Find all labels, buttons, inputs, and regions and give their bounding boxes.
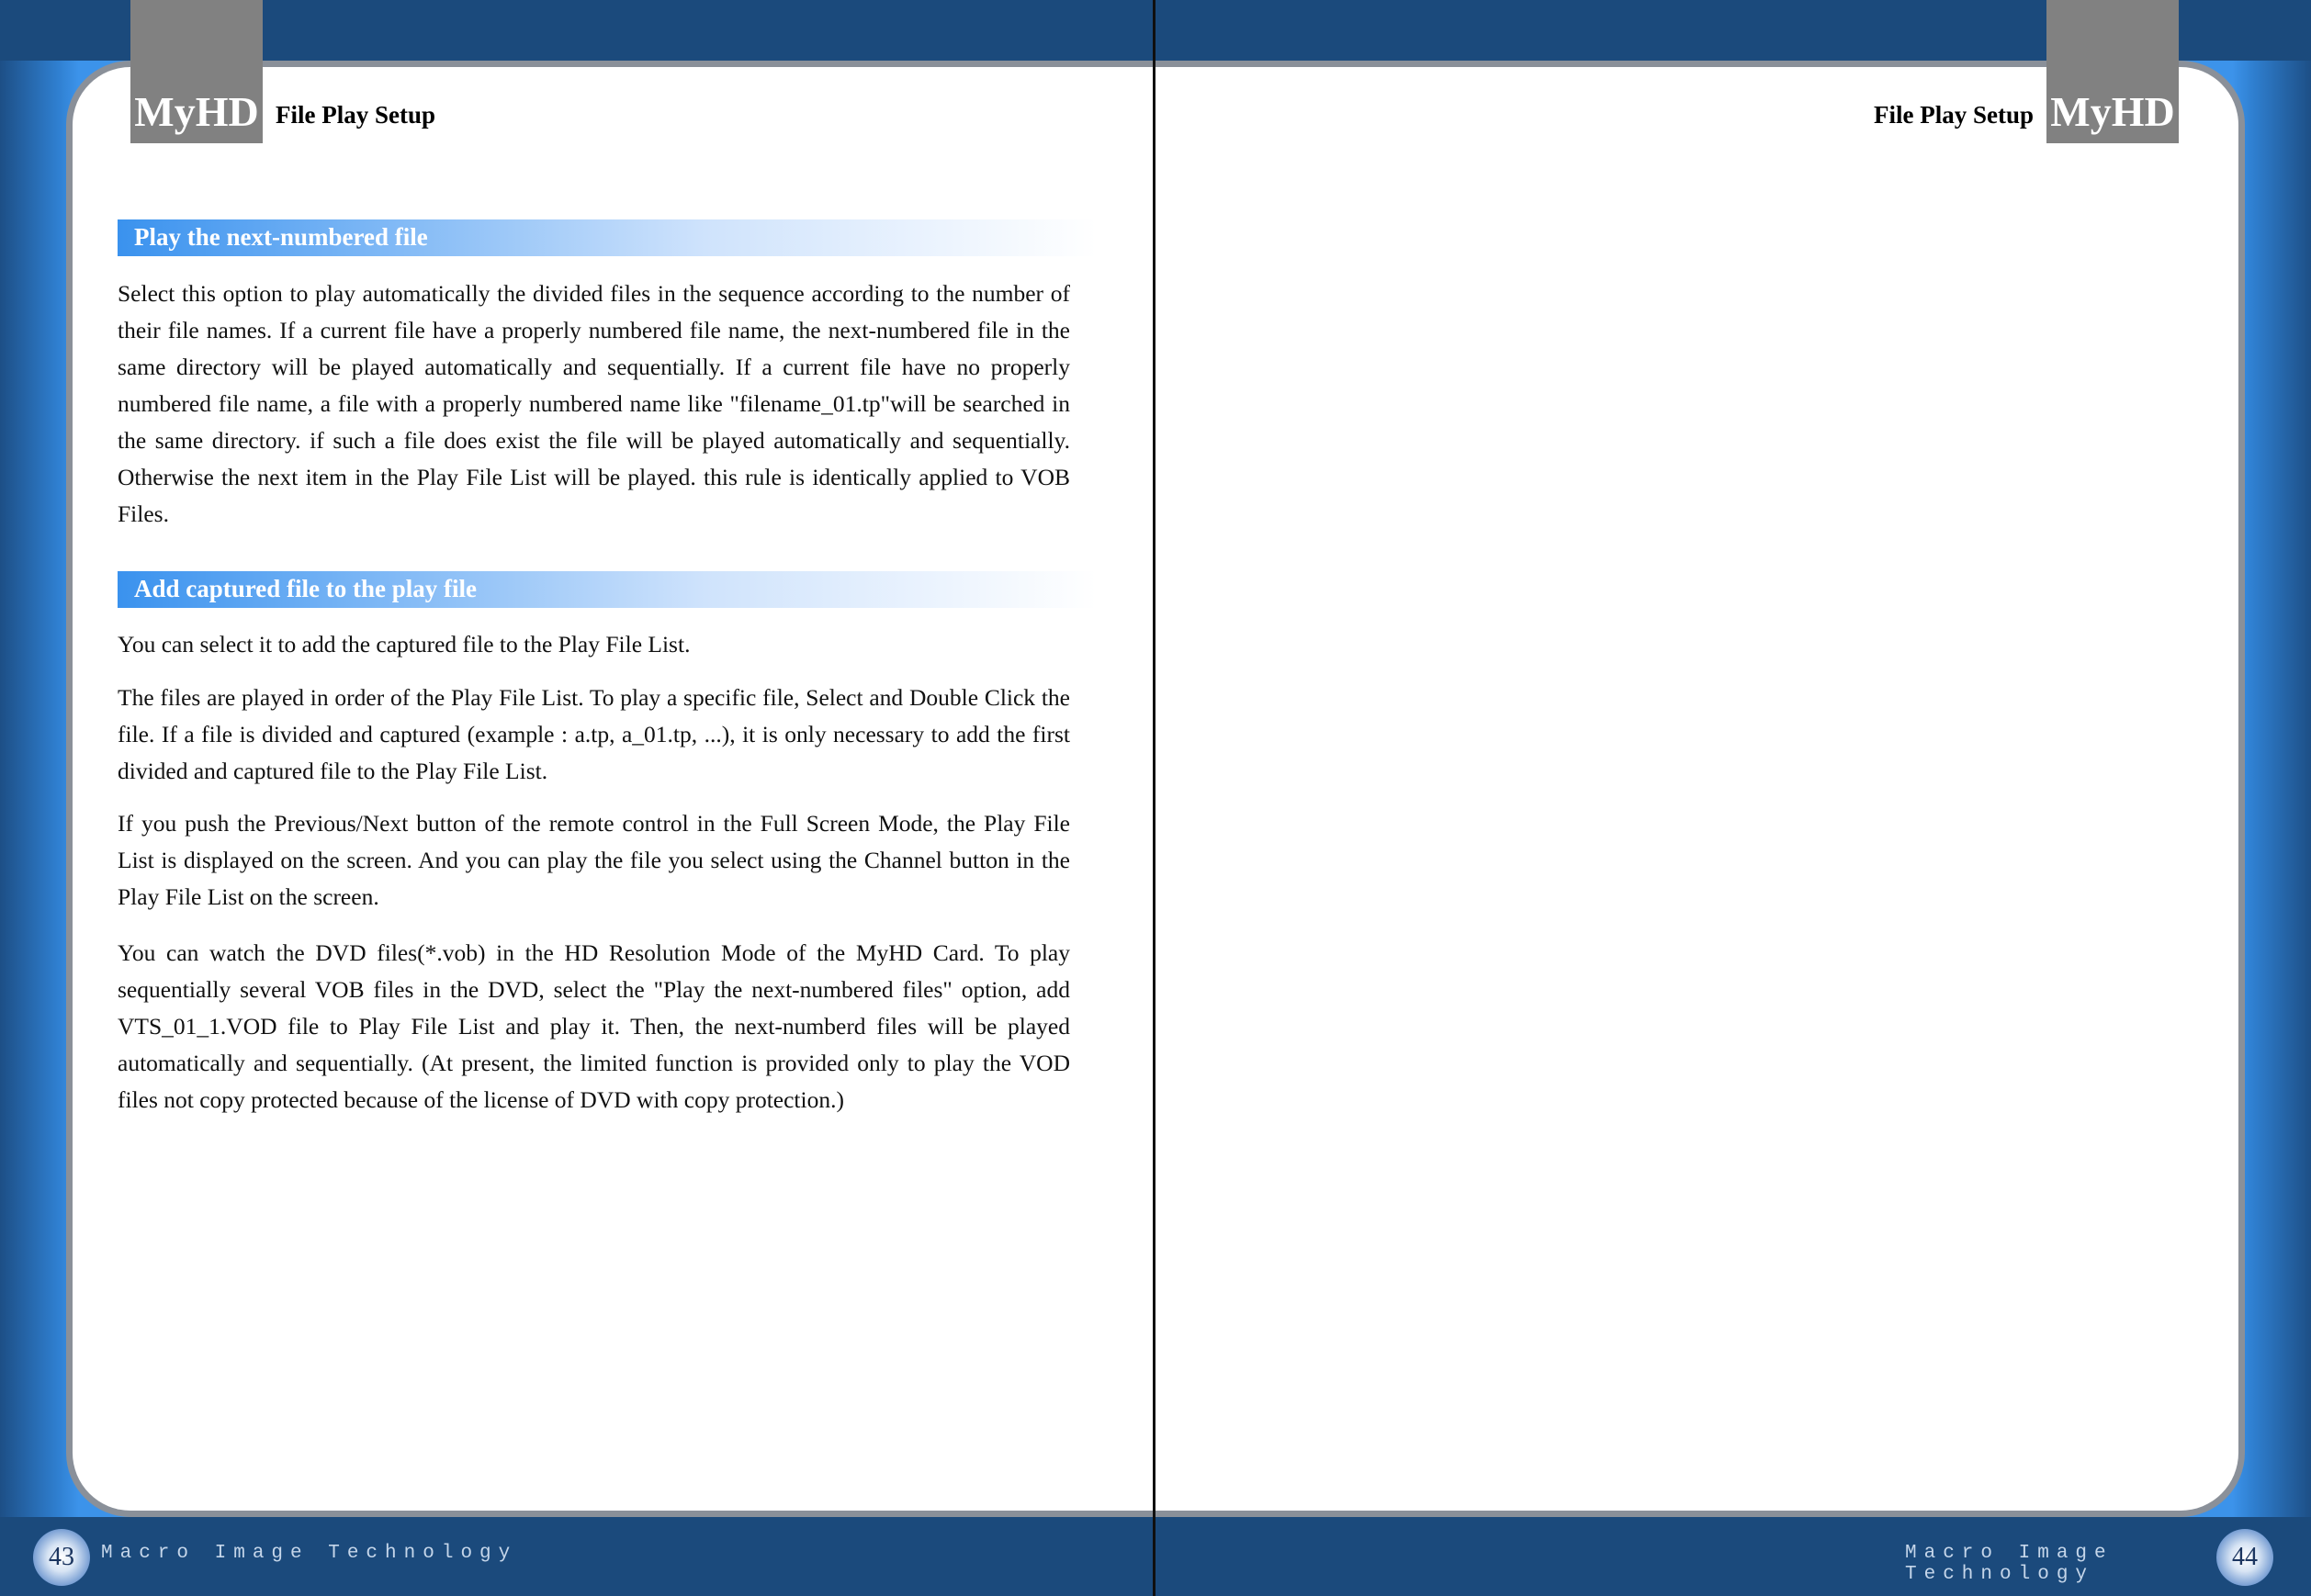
brand-logo-text: MyHD — [134, 88, 259, 135]
paragraph-play-order: The files are played in order of the Play File List. To play a specific file, Select and Double Click the file. If a file is divided and captured (example : a.tp, a_01.tp, ...), it is only necessary to add the first divided and captured file to the Play File List. — [118, 684, 1070, 784]
footer-company-left: Macro Image Technology — [101, 1543, 518, 1564]
paragraph-add-captured-intro: You can select it to add the captured file to the Play File List. — [118, 631, 691, 658]
paragraph-next-numbered: Select this option to play automatically the divided files in the sequence according to the number of their file names. If a current file have a properly numbered file name, the next-numbered file in the same directory will be played automatically and sequentially. If a current file have no properly numbered file name, a file with a properly numbered name like "filename_01.tp"will be searched in the same directory. if such a file does exist the file will be played automatically and sequentially. Otherwise the next item in the Play File List will be played. this rule is identically applied to VOB Files. — [118, 280, 1070, 527]
paragraph-remote-control: If you push the Previous/Next button of the remote control in the Full Screen Mode, the Play File List is displayed on the screen. And you can play the file you select using the Channel button in the Play File List on the screen. — [118, 810, 1070, 910]
section-heading-label: Play the next-numbered file — [134, 223, 428, 251]
section-heading-label: Add captured file to the play file — [134, 575, 477, 602]
top-banner — [0, 0, 2311, 61]
right-page — [1154, 61, 2245, 1517]
brand-logo-left — [130, 0, 263, 143]
footer-company-right: Macro Image Technology — [1905, 1543, 2114, 1585]
section-heading-next-numbered — [118, 219, 1097, 256]
book-spine-divider — [1153, 0, 1156, 1596]
section-heading-add-captured — [118, 571, 1097, 608]
page-number-right: 44 — [2216, 1529, 2273, 1586]
brand-logo-right — [2046, 0, 2179, 143]
paragraph-dvd-files: You can watch the DVD files(*.vob) in the HD Resolution Mode of the MyHD Card. To play sequentially several VOB files in the DVD, select the "Play the next-numbered files" option, add VTS_01_1.VOD file to Play File List and play it. Then, the next-numberd files will be played automatically and sequentially. (At present, the limited function is provided only to play the VOD files not copy protected because of the license of DVD with copy protection.) — [118, 939, 1070, 1113]
left-header-title: File Play Setup — [276, 101, 435, 129]
brand-logo-text: MyHD — [2050, 88, 2175, 135]
page-number-left: 43 — [33, 1529, 90, 1586]
right-header-title: File Play Setup — [1874, 101, 2034, 129]
